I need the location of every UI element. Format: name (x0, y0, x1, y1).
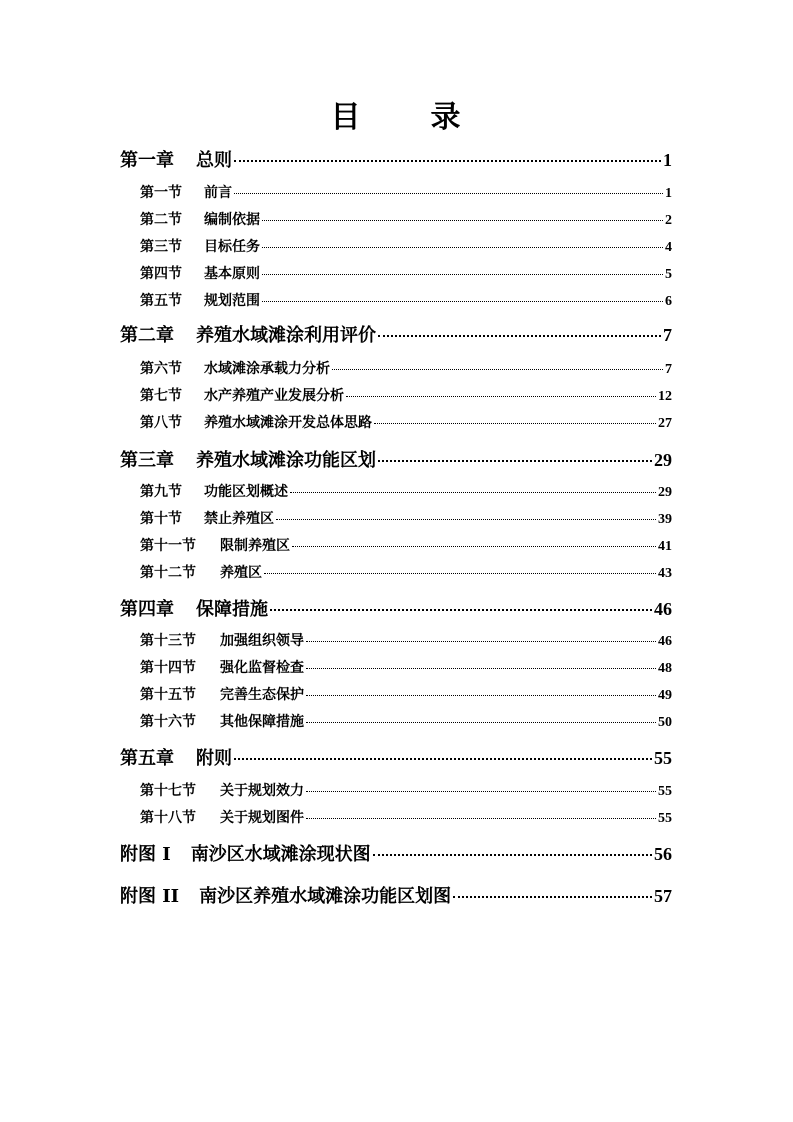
entry-number: 第十一节 (140, 538, 196, 554)
toc-section-entry[interactable] (140, 386, 672, 407)
toc-section-entry[interactable] (140, 808, 672, 829)
entry-number: 第十节 (140, 511, 182, 527)
entry-number: 第一章 (120, 150, 174, 171)
entry-number: 第二章 (120, 325, 174, 346)
dot-leader (332, 369, 663, 370)
dot-leader (306, 641, 656, 642)
dot-leader (262, 274, 663, 275)
entry-number: 第十三节 (140, 633, 196, 649)
entry-number: 第一节 (140, 185, 182, 201)
entry-page-number: 49 (658, 688, 672, 703)
entry-page-number: 7 (665, 362, 672, 377)
entry-page-number: 12 (658, 389, 672, 404)
entry-number: 第七节 (140, 388, 182, 404)
entry-label: 编制依据 (204, 212, 260, 228)
entry-label: 水产养殖产业发展分析 (204, 388, 344, 404)
entry-page-number: 6 (665, 294, 672, 309)
toc-chapter-entry[interactable] (120, 745, 672, 772)
entry-number: 第十二节 (140, 565, 196, 581)
toc-section-entry[interactable] (140, 413, 672, 434)
toc-section-entry[interactable] (140, 237, 672, 258)
toc-section-entry[interactable] (140, 712, 672, 733)
toc-section-entry[interactable] (140, 482, 672, 503)
entry-number: 第二节 (140, 212, 182, 228)
entry-number: 第五章 (120, 748, 174, 769)
entry-page-number: 27 (658, 416, 672, 431)
entry-label: 总则 (196, 150, 232, 171)
toc-appendix-entry[interactable] (120, 841, 672, 868)
entry-page-number: 29 (654, 450, 672, 470)
entry-page-number: 56 (654, 844, 672, 864)
toc-section-entry[interactable] (140, 264, 672, 285)
dot-leader (306, 695, 656, 696)
entry-label: 功能区划概述 (204, 484, 288, 500)
toc-section-entry[interactable] (140, 631, 672, 652)
dot-leader (234, 160, 661, 162)
entry-label: 目标任务 (204, 239, 260, 255)
entry-page-number: 41 (658, 539, 672, 554)
toc-chapter-entry[interactable] (120, 322, 672, 349)
toc-section-entry[interactable] (140, 658, 672, 679)
toc-section-entry[interactable] (140, 781, 672, 802)
entry-number: 第十六节 (140, 714, 196, 730)
toc-chapter-entry[interactable] (120, 596, 672, 623)
dot-leader (453, 896, 652, 898)
dot-leader (290, 492, 656, 493)
toc-section-entry[interactable] (140, 291, 672, 312)
entry-page-number: 57 (654, 886, 672, 906)
entry-label: 南沙区水域滩涂现状图 (190, 844, 371, 865)
dot-leader (346, 396, 656, 397)
dot-leader (306, 722, 656, 723)
entry-page-number: 55 (658, 784, 672, 799)
entry-label: 其他保障措施 (220, 714, 304, 730)
entry-label: 养殖水域滩涂开发总体思路 (204, 415, 372, 431)
entry-number: 第四章 (120, 599, 174, 620)
entry-label: 养殖水域滩涂功能区划 (196, 450, 376, 471)
dot-leader (306, 818, 656, 819)
entry-label: 养殖区 (220, 565, 262, 581)
entry-label: 基本原则 (204, 266, 260, 282)
toc-section-entry[interactable] (140, 210, 672, 231)
entry-label: 规划范围 (204, 293, 260, 309)
dot-leader (234, 758, 652, 760)
entry-number: 第六节 (140, 361, 182, 377)
dot-leader (262, 301, 663, 302)
entry-number: 第十七节 (140, 783, 196, 799)
entry-label: 前言 (204, 185, 232, 201)
entry-page-number: 39 (658, 512, 672, 527)
entry-label: 限制养殖区 (220, 538, 290, 554)
dot-leader (262, 220, 663, 221)
entry-number: 第三章 (120, 450, 174, 471)
toc-section-entry[interactable] (140, 563, 672, 584)
dot-leader (306, 668, 656, 669)
dot-leader (378, 460, 652, 462)
entry-number: 第十八节 (140, 810, 196, 826)
dot-leader (373, 854, 652, 856)
toc-section-entry[interactable] (140, 359, 672, 380)
toc-section-entry[interactable] (140, 536, 672, 557)
entry-number: 第十五节 (140, 687, 196, 703)
dot-leader (292, 546, 656, 547)
entry-page-number: 55 (654, 748, 672, 768)
toc-chapter-entry[interactable] (120, 447, 672, 474)
dot-leader (270, 609, 652, 611)
dot-leader (276, 519, 656, 520)
toc-section-entry[interactable] (140, 685, 672, 706)
entry-number: 附图 I (120, 844, 171, 865)
entry-number: 第三节 (140, 239, 182, 255)
entry-page-number: 4 (665, 240, 672, 255)
entry-page-number: 50 (658, 715, 672, 730)
entry-label: 附则 (196, 748, 232, 769)
toc-title: 目 录 (330, 100, 481, 135)
entry-page-number: 55 (658, 811, 672, 826)
toc-chapter-entry[interactable] (120, 147, 672, 174)
entry-label: 关于规划效力 (220, 783, 304, 799)
entry-number: 第五节 (140, 293, 182, 309)
dot-leader (234, 193, 663, 194)
toc-section-entry[interactable] (140, 183, 672, 204)
dot-leader (306, 791, 656, 792)
entry-label: 南沙区养殖水域滩涂功能区划图 (199, 886, 452, 907)
entry-page-number: 1 (663, 150, 672, 170)
entry-label: 完善生态保护 (220, 687, 304, 703)
entry-page-number: 7 (663, 325, 672, 345)
dot-leader (378, 335, 661, 337)
entry-label: 加强组织领导 (220, 633, 304, 649)
entry-page-number: 48 (658, 661, 672, 676)
entry-page-number: 5 (665, 267, 672, 282)
entry-page-number: 29 (658, 485, 672, 500)
entry-label: 关于规划图件 (220, 810, 304, 826)
entry-page-number: 43 (658, 566, 672, 581)
entry-label: 强化监督检查 (220, 660, 304, 676)
dot-leader (264, 573, 656, 574)
entry-page-number: 2 (665, 213, 672, 228)
entry-label: 禁止养殖区 (204, 511, 274, 527)
entry-number: 第四节 (140, 266, 182, 282)
entry-label: 养殖水域滩涂利用评价 (196, 325, 376, 346)
dot-leader (262, 247, 663, 248)
entry-number: 第八节 (140, 415, 182, 431)
entry-number: 附图 II (120, 886, 180, 907)
entry-label: 水域滩涂承载力分析 (204, 361, 330, 377)
entry-label: 保障措施 (196, 599, 268, 620)
toc-appendix-entry[interactable] (120, 883, 672, 910)
entry-number: 第十四节 (140, 660, 196, 676)
entry-number: 第九节 (140, 484, 182, 500)
entry-page-number: 46 (658, 634, 672, 649)
entry-page-number: 1 (665, 186, 672, 201)
entry-page-number: 46 (654, 599, 672, 619)
dot-leader (374, 423, 656, 424)
toc-section-entry[interactable] (140, 509, 672, 530)
